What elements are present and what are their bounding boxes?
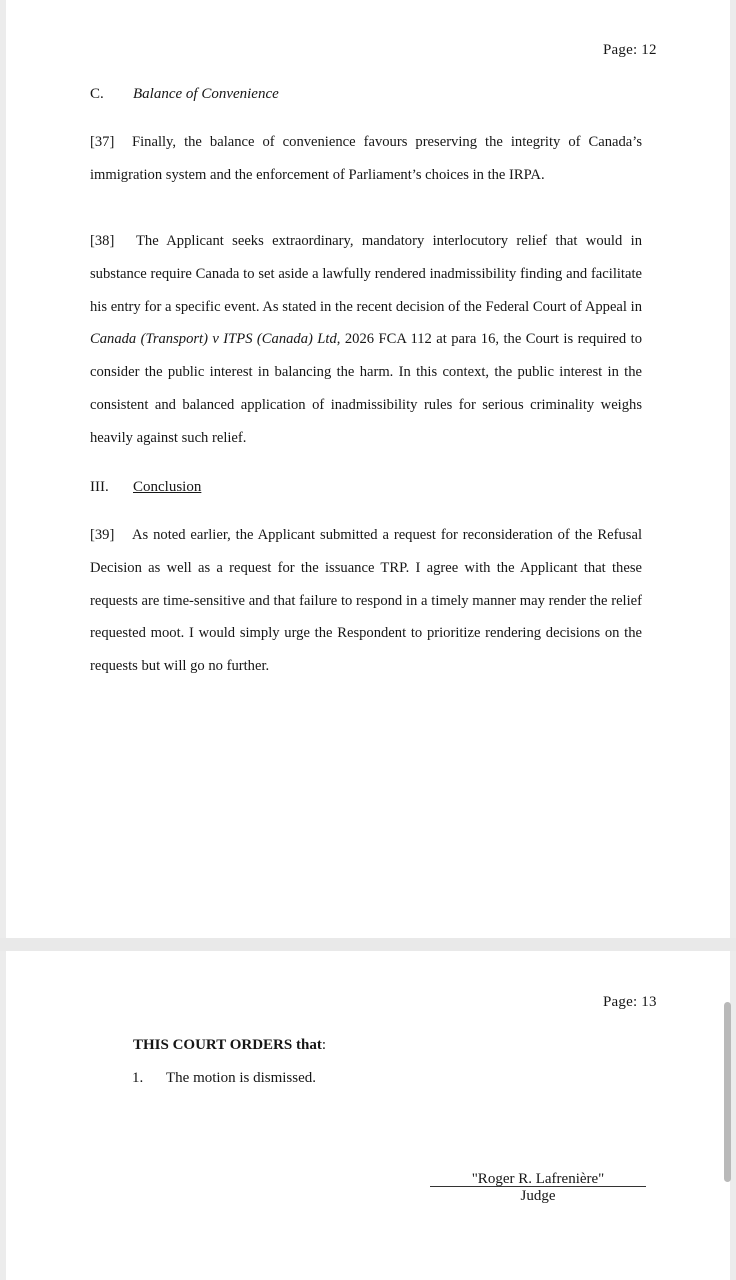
- paragraph-number: [38]: [90, 233, 115, 249]
- page-12: [6, 0, 730, 938]
- orders-heading-text: THIS COURT ORDERS that: [133, 1037, 322, 1053]
- paragraph-text-cont: , 2026 FCA 112 at para 16, the Court is required to consider the public interest in balancing the harm. In this context, the public interest in the consistent and balanced application of inadmissibility rules for serious criminality weighs heavily against such relief.: [90, 331, 642, 446]
- signature-title: Judge: [520, 1188, 556, 1204]
- orders-heading: [133, 1037, 326, 1054]
- paragraph-text: As noted earlier, the Applicant submitted a request for reconsideration of the Refusal Decision as well as a request for the issuance TRP. I agree with the Applicant that these requests are time-sensitive and that failure to respond in a timely manner may render the relief requested moot. I would simply urge the Respondent to prioritize rendering decisions on the requests but will go no further.: [90, 527, 642, 675]
- paragraph-number: [39]: [90, 527, 115, 543]
- signature-line: [430, 1186, 646, 1187]
- paragraph-number: [37]: [90, 134, 115, 150]
- case-citation: Canada (Transport) v ITPS (Canada) Ltd: [90, 331, 337, 348]
- paragraph-text: Finally, the balance of convenience favours preserving the integrity of Canada’s immigration system and the enforcement of Parliament’s choices in the IRPA.: [90, 134, 642, 183]
- section-iii-number: III.: [90, 479, 109, 495]
- section-c-number: C.: [90, 86, 104, 102]
- section-iii-title: Conclusion: [133, 479, 202, 495]
- order-item-number: 1.: [132, 1070, 144, 1086]
- section-c-title: Balance of Convenience: [133, 86, 279, 102]
- paragraph-38: [90, 225, 642, 455]
- order-item-text: The motion is dismissed.: [166, 1070, 316, 1086]
- paragraph-39: [90, 519, 642, 683]
- scrollbar-thumb[interactable]: [724, 1002, 731, 1182]
- page-13: [6, 951, 730, 1280]
- paragraph-37: [90, 126, 642, 192]
- page-number: Page: 12: [603, 42, 657, 58]
- page-number: Page: 13: [603, 994, 657, 1010]
- page-separator: [0, 938, 736, 951]
- signature-name: "Roger R. Lafrenière": [471, 1171, 605, 1187]
- orders-heading-colon: :: [321, 1037, 326, 1053]
- paragraph-text: The Applicant seeks extraordinary, mandatory interlocutory relief that would in substance require Canada to set aside a lawfully rendered inadmissibility finding and facilitate his entry for a specific event. As stated in the recent decision of the Federal Court of Appeal in: [90, 233, 642, 315]
